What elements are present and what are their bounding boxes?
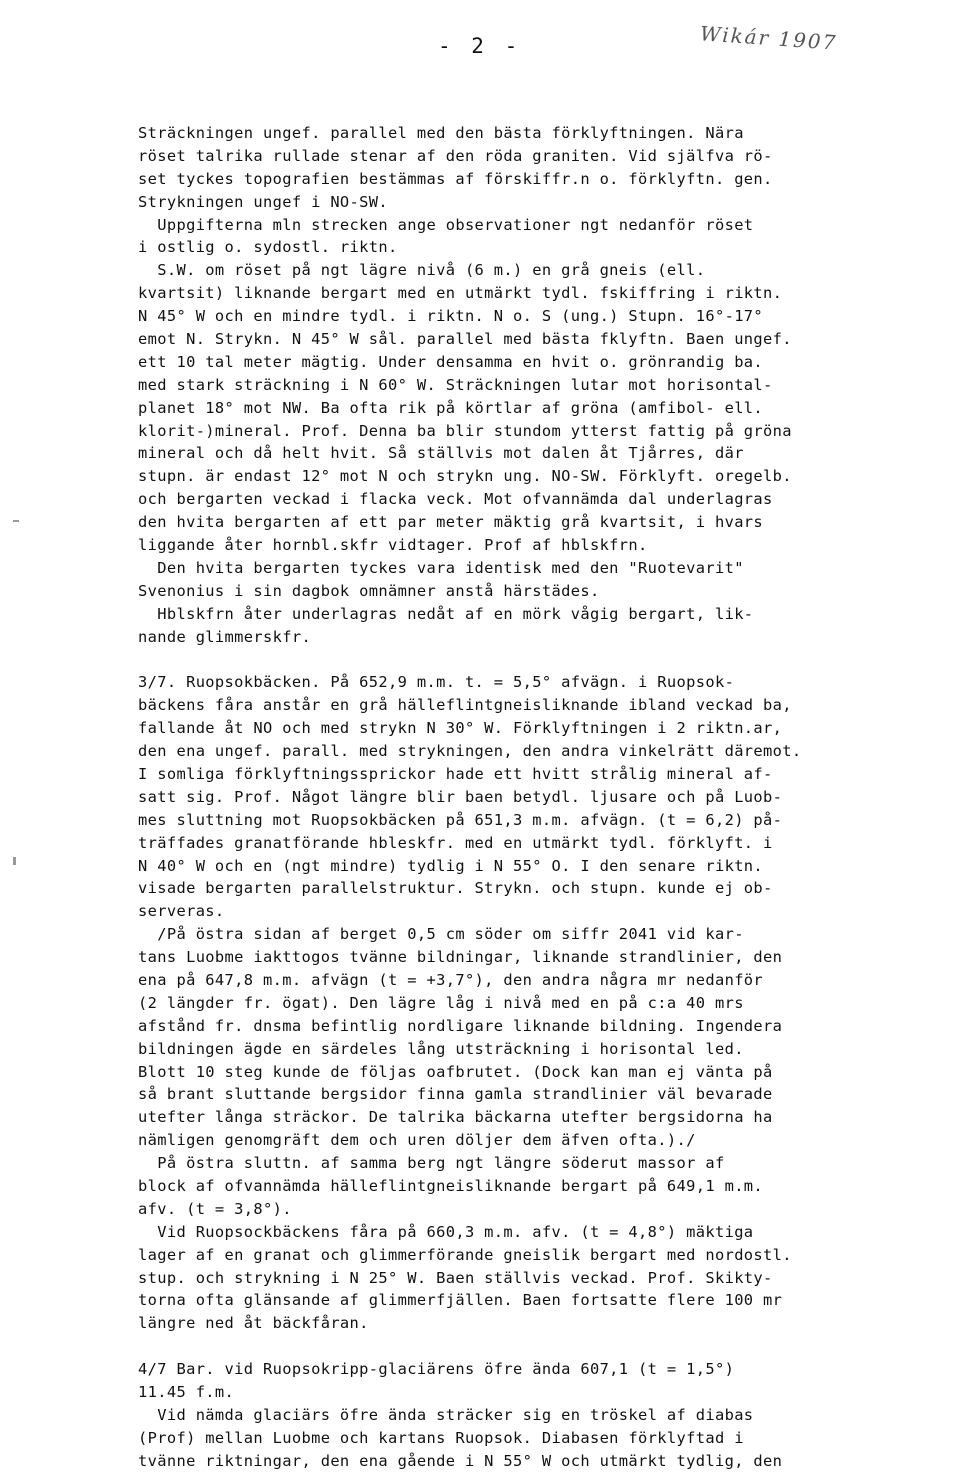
text-line: och bergarten veckad i flacka veck. Mot ofvannämda dal underlagras [138,490,773,509]
text-line: Svenonius i sin dagbok omnämner anstå härstädes. [138,581,600,600]
text-line: 11.45 f.m. [138,1382,235,1401]
text-line: utefter långa sträckor. De talrika bäckarna utefter bergsidorna ha [138,1108,773,1127]
text-line: den hvita bergarten af ett par meter mäktig grå kvartsit, i hvars [138,513,764,532]
text-line: block af ofvannämda hälleflintgneisliknande bergart på 649,1 m.m. [138,1176,764,1195]
paragraph-gap [138,1335,946,1358]
text-line: Uppgifterna mln strecken ange observationer ngt nedanför röset [138,215,754,234]
text-line: S.W. om röset på ngt lägre nivå (6 m.) en grå gneis (ell. [138,261,706,280]
text-line: den ena ungef. parall. med strykningen, den andra vinkelrätt däremot. [138,742,802,761]
text-line: N 40° W och en (ngt mindre) tydlig i N 55° O. I den senare riktn. [138,856,764,875]
page-number: - 2 - [438,34,522,58]
paragraph-gap [138,648,946,671]
text-line: stup. och strykning i N 25° W. Baen ställvis veckad. Prof. Skikty- [138,1268,773,1287]
body-text [138,122,946,1473]
text-line: med stark sträckning i N 60° W. Sträckningen lutar mot horisontal- [138,375,773,394]
scan-mark [13,857,16,865]
scan-mark [13,520,19,522]
text-line: Sträckningen ungef. parallel med den bästa förklyftningen. Nära [138,124,744,142]
text-line: mes sluttning mot Ruopsokbäcken på 651,3 m.m. afvägn. (t = 6,2) på- [138,810,783,829]
text-line: mineral och då helt hvit. Så ställvis mot dalen åt Tjårres, där [138,444,744,463]
text-line: I somliga förklyftningssprickor hade ett hvitt strålig mineral af- [138,764,773,783]
text-line: nande glimmerskfr. [138,627,312,646]
text-line: serveras. [138,902,225,921]
text-line: i ostlig o. sydostl. riktn. [138,238,398,257]
text-line: stupn. är endast 12° mot N och strykn ung. NO-SW. Förklyft. oregelb. [138,467,792,486]
text-line: /På östra sidan af berget 0,5 cm söder om siffr 2041 vid kar- [138,925,744,944]
text-line: fallande åt NO och med strykn N 30° W. Förklyftningen i 2 riktn.ar, [138,719,783,738]
text-line: bäckens fåra anstår en grå hälleflintgneisliknande ibland veckad ba, [138,696,792,715]
text-line: set tyckes topografien bestämmas af förskiffr.n o. förklyftn. gen. [138,169,773,188]
text-line: nämligen genomgräft dem och uren döljer dem äfven ofta.)./ [138,1131,696,1150]
text-line: Den hvita bergarten tyckes vara identisk med den "Ruotevarit" [138,558,744,577]
text-line: visade bergarten parallelstruktur. Strykn. och stupn. kunde ej ob- [138,879,773,898]
text-line: Vid Ruopsockbäckens fåra på 660,3 m.m. afv. (t = 4,8°) mäktiga [138,1222,754,1241]
text-line: liggande åter hornbl.skfr vidtager. Prof af hblskfrn. [138,536,648,555]
text-line: 4/7 Bar. vid Ruopsokripp-glaciärens öfre ända 607,1 (t = 1,5°) [138,1360,735,1379]
text-line: röset talrika rullade stenar af den röda graniten. Vid själfva rö- [138,146,773,165]
text-line: klorit-)mineral. Prof. Denna ba blir stundom ytterst fattig på gröna [138,421,792,440]
text-line: träffades granatförande hbleskfr. med en utmärkt tydl. förklyft. i [138,833,773,852]
handwritten-note: Wikár 1907 [699,21,839,55]
text-line: ena på 647,8 m.m. afvägn (t = +3,7°), den andra några mr nedanför [138,970,764,989]
text-line: längre ned åt bäckfåran. [138,1314,369,1333]
text-line: tans Luobme iakttogos tvänne bildningar, liknande strandlinier, den [138,948,783,967]
text-line: planet 18° mot NW. Ba ofta rik på körtlar af gröna (amfibol- ell. [138,398,764,417]
text-line: afstånd fr. dnsma befintlig nordligare liknande bildning. Ingendera [138,1016,783,1035]
text-line: Hblskfrn åter underlagras nedåt af en mörk vågig bergart, lik- [138,604,754,623]
text-line: ett 10 tal meter mägtig. Under densamma en hvit o. grönrandig ba. [138,352,764,371]
text-line: så brant sluttande bergsidor finna gamla strandlinier väl bevarade [138,1085,773,1104]
text-line: N 45° W och en mindre tydl. i riktn. N o. S (ung.) Stupn. 16°-17° [138,307,764,326]
text-line: kvartsit) liknande bergart med en utmärkt tydl. fskiffring i riktn. [138,284,783,303]
text-line: Blott 10 steg kunde de följas oafbrutet. (Dock kan man ej vänta på [138,1062,773,1081]
text-line: tvänne riktningar, den ena gående i N 55° W och utmärkt tydlig, den [138,1451,783,1470]
text-line: torna ofta glänsande af glimmerfjällen. Baen fortsatte flere 100 mr [138,1291,783,1310]
text-line: emot N. Strykn. N 45° W sål. parallel med bästa fklyftn. Baen ungef. [138,330,792,349]
text-line: På östra sluttn. af samma berg ngt längre söderut massor af [138,1154,725,1173]
text-line: 3/7. Ruopsokbäcken. På 652,9 m.m. t. = 5,5° afvägn. i Ruopsok- [138,673,735,692]
text-line: Strykningen ungef i NO-SW. [138,192,389,211]
text-line: (Prof) mellan Luobme och kartans Ruopsok. Diabasen förklyftad i [138,1428,744,1447]
text-line: bildningen ägde en särdeles lång utsträckning i horisontal led. [138,1039,744,1058]
text-line: lager af en granat och glimmerförande gneislik bergart med nordostl. [138,1245,792,1264]
text-line: afv. (t = 3,8°). [138,1199,292,1218]
text-line: (2 längder fr. ögat). Den lägre låg i nivå med en på c:a 40 mrs [138,993,744,1012]
text-line: satt sig. Prof. Något längre blir baen betydl. ljusare och på Luob- [138,787,783,806]
text-line: Vid nämda glaciärs öfre ända sträcker sig en tröskel af diabas [138,1405,754,1424]
